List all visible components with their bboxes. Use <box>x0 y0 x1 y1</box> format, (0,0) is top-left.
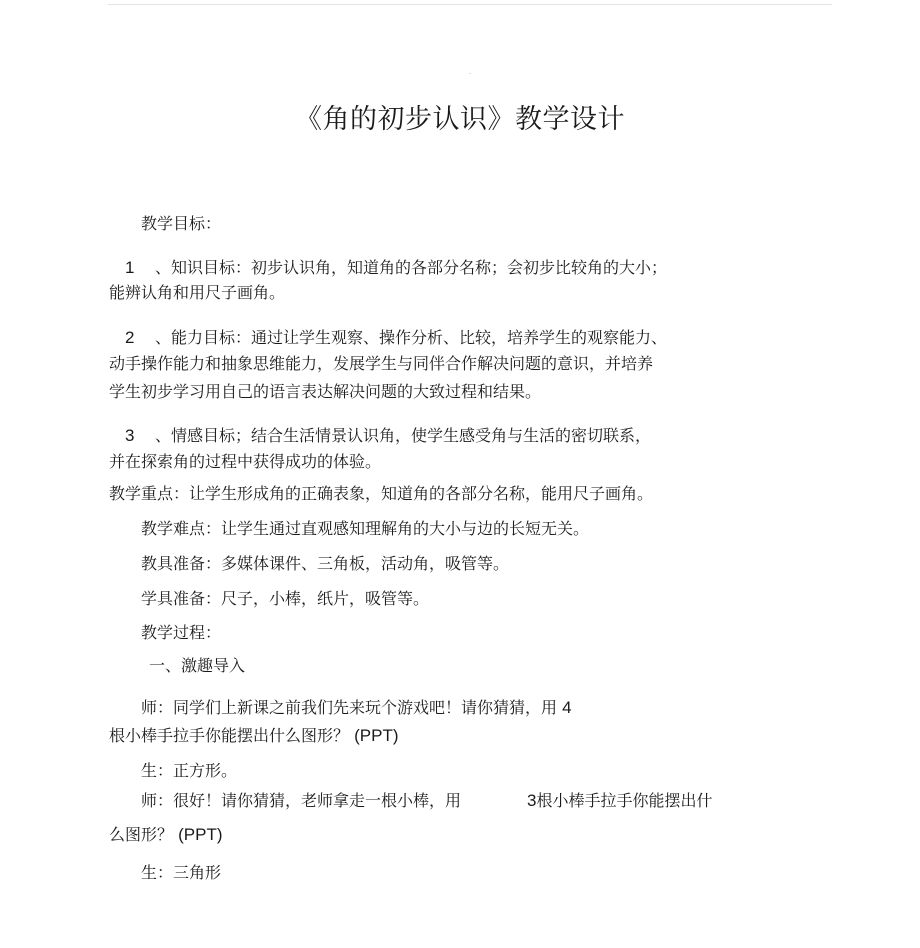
teacher-line-1-number: 4 <box>562 698 572 717</box>
objective-3-line-2: 并在探索角的过程中获得成功的体验。 <box>109 452 382 471</box>
ppt-marker-2: (PPT) <box>178 825 223 844</box>
teacher-materials: 教具准备：多媒体课件、三角板，活动角，吸管等。 <box>141 554 510 573</box>
teacher-line-1-cont-text: 根小棒手拉手你能摆出什么图形？ <box>109 726 350 745</box>
objective-1-number: 1 <box>125 258 135 277</box>
section-heading-intro: 一、激趣导入 <box>149 656 246 675</box>
teacher-line-2-text: 师：很好！请你猜猜，老师拿走一根小棒，用 <box>141 791 462 810</box>
objective-2-text: 、能力目标：通过让学生观察、操作分析、比较，培养学生的观察能力、 <box>155 328 668 347</box>
objectives-heading: 教学目标： <box>141 214 222 233</box>
teacher-line-2-number: 3 <box>527 791 537 810</box>
key-point: 教学重点：让学生形成角的正确表象，知道角的各部分名称，能用尺子画角。 <box>109 484 654 503</box>
document-title: 《角的初步认识》教学设计 <box>295 104 625 135</box>
header-dot: · <box>469 71 471 78</box>
ppt-marker-1: (PPT) <box>354 726 399 745</box>
objective-2-line-1 <box>125 326 667 350</box>
objective-3-line-1 <box>125 424 651 448</box>
student-line-2: 生：三角形 <box>141 863 222 882</box>
student-materials: 学具准备：尺子，小棒，纸片，吸管等。 <box>141 589 430 608</box>
teacher-line-2-cont <box>109 823 223 847</box>
teacher-line-2-text-end: 根小棒手拉手你能摆出什 <box>536 791 713 810</box>
teacher-line-2 <box>141 789 713 813</box>
objective-3-text: 、情感目标；结合生活情景认识角，使学生感受角与生活的密切联系， <box>155 426 652 445</box>
page-top-rule <box>108 4 832 5</box>
objective-2-line-2: 动手操作能力和抽象思维能力，发展学生与同伴合作解决问题的意识，并培养 <box>109 354 654 373</box>
teacher-line-2-cont-text: 么图形？ <box>109 825 174 844</box>
teacher-line-1-cont <box>109 724 399 748</box>
difficulty: 教学难点：让学生通过直观感知理解角的大小与边的长短无关。 <box>141 519 590 538</box>
process-heading: 教学过程： <box>141 623 222 642</box>
objective-3-number: 3 <box>125 426 135 445</box>
objective-1-line-2: 能辨认角和用尺子画角。 <box>109 283 286 302</box>
teacher-line-1-text: 师：同学们上新课之前我们先来玩个游戏吧！请你猜猜，用 <box>141 698 558 717</box>
teacher-line-1 <box>141 696 572 720</box>
objective-1-text: 、知识目标：初步认识角，知道角的各部分名称；会初步比较角的大小； <box>155 258 668 277</box>
student-line-1: 生：正方形。 <box>141 761 238 780</box>
objective-2-number: 2 <box>125 328 135 347</box>
objective-1-line-1 <box>125 256 667 280</box>
objective-2-line-3: 学生初步学习用自己的语言表达解决问题的大致过程和结果。 <box>109 382 542 401</box>
